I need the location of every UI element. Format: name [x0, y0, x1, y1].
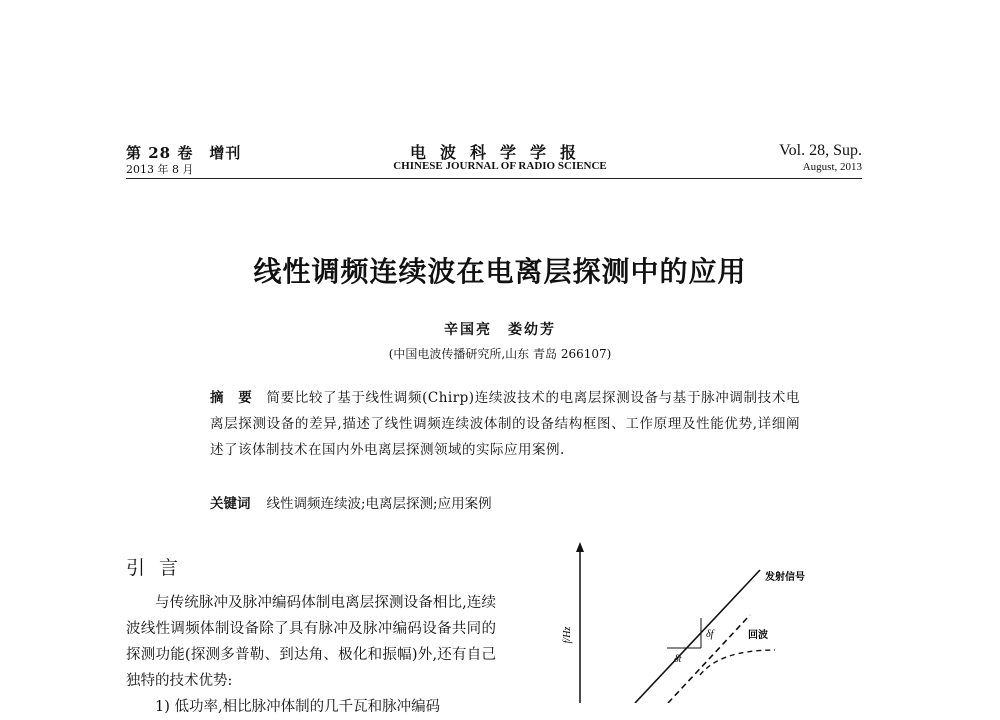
intro-list-item: 1) 低功率,相比脉冲体制的几千瓦和脉冲编码: [155, 699, 441, 715]
chirp-diagram: [560, 540, 820, 703]
section-heading-intro: 引言: [126, 557, 193, 579]
affiliation: (中国电波传播研究所,山东 青岛 266107): [388, 347, 612, 361]
volume-issue: 第 28 卷 增刊: [126, 144, 242, 162]
chirp-figure: [560, 540, 820, 707]
header-rule: [126, 178, 862, 179]
issue-date-cn: 2013 年 8 月: [126, 163, 194, 176]
volume-en: Vol. 28, Sup.: [779, 142, 862, 159]
y-axis-arrow-icon: [576, 542, 584, 552]
abstract-label: 摘 要: [210, 390, 253, 406]
tx-signal-line: [635, 570, 760, 703]
y-axis-label: f/Hz: [562, 626, 573, 644]
keywords: [210, 492, 492, 512]
intro-body: [126, 590, 496, 720]
keywords-text: 线性调频连续波;电离层探测;应用案例: [266, 496, 492, 512]
keywords-label: 关键词: [210, 496, 251, 512]
delta-t-label: δt: [674, 654, 682, 665]
delta-f-label: δf: [706, 629, 714, 640]
issue-date-en: August, 2013: [802, 161, 862, 173]
echo-curve: [700, 650, 775, 675]
intro-paragraph: 与传统脉冲及脉冲编码体制电离层探测设备相比,连续波线性调频体制设备除了具有脉冲及脉冲编码设备共同的探测功能(探测多普勒、到达角、极化和振幅)外,还有自己独特的技术优势:: [126, 595, 496, 689]
echo-label: 回波: [748, 630, 768, 641]
abstract: [210, 385, 800, 463]
abstract-text: 简要比较了基于线性调频(Chirp)连续波技术的电离层探测设备与基于脉冲调制技术电离层探测设备的差异,描述了线性调频连续波体制的设备结构框图、工作原理及性能优势,详细阐述了该体制技术在国内外电离层探测领域的实际应用案例.: [210, 390, 800, 458]
authors: 辛国亮 娄幼芳: [444, 322, 556, 338]
article-title: 线性调频连续波在电离层探测中的应用: [253, 255, 747, 288]
tx-signal-label: 发射信号: [765, 572, 805, 583]
journal-title-cn: 电波科学学报: [409, 143, 590, 162]
journal-title-en: CHINESE JOURNAL OF RADIO SCIENCE: [393, 160, 607, 172]
